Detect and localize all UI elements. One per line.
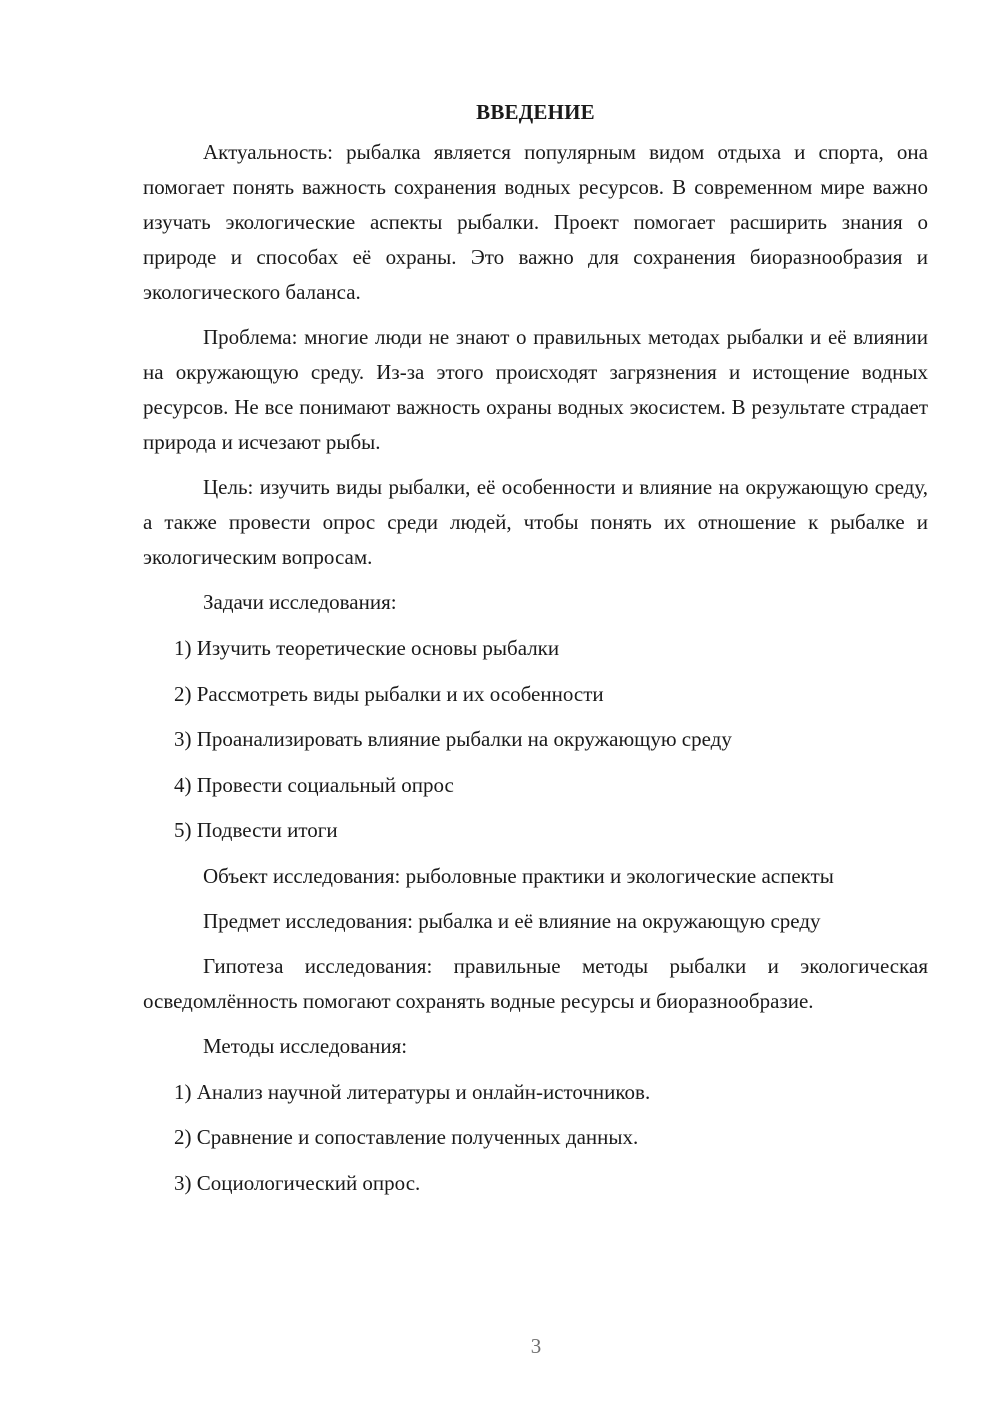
task-item: 3) Проанализировать влияние рыбалки на окружающую среду: [174, 727, 732, 751]
hypothesis-paragraph: Гипотеза исследования: правильные методы рыбалки и экологическая осведомлённость помогают сохранять водные ресурсы и биоразнообразие.: [143, 953, 928, 1013]
method-item: 1) Анализ научной литературы и онлайн-источников.: [174, 1079, 651, 1104]
method-item: 2) Сравнение и сопоставление полученных данных.: [174, 1125, 639, 1149]
task-item: 1) Изучить теоретические основы рыбалки: [174, 636, 560, 660]
tasks-list: [143, 631, 928, 848]
task-item: 4) Провести социальный опрос: [174, 772, 454, 797]
subject-paragraph: Предмет исследования: рыбалка и её влияние на окружающую среду: [203, 908, 821, 933]
task-item: 2) Рассмотреть виды рыбалки и их особенности: [174, 681, 604, 706]
method-item: 3) Социологический опрос.: [174, 1170, 421, 1195]
object-paragraph: Объект исследования: рыболовные практики и экологические аспекты: [203, 863, 834, 888]
methods-heading: Методы исследования:: [203, 1033, 408, 1058]
relevance-paragraph: Актуальность: рыбалка является популярным видом отдыха и спорта, она помогает понять важность сохранения водных ресурсов. В современном мире важно изучать экологические аспекты рыбалки. Проект помогает расширить знания о природе и способах её охраны. Это важно для сохранения биоразнообразия и экологического баланса.: [143, 140, 928, 304]
tasks-heading: Задачи исследования:: [203, 590, 397, 614]
page-number: 3: [530, 1334, 542, 1358]
task-item: 5) Подвести итоги: [174, 818, 338, 842]
goal-paragraph: Цель: изучить виды рыбалки, её особенности и влияние на окружающую среду, а также провести опрос среди людей, чтобы понять их отношение к рыбалке и экологическим вопросам.: [143, 475, 928, 569]
methods-list: [143, 1075, 928, 1201]
section-title: ВВЕДЕНИЕ: [476, 100, 595, 124]
document-body: [143, 95, 928, 1211]
problem-paragraph: Проблема: многие люди не знают о правильных методах рыбалки и её влиянии на окружающую среду. Из-за этого происходят загрязнения и истощение водных ресурсов. Не все понимают важность охраны водных экосистем. В результате страдает природа и исчезают рыбы.: [143, 325, 928, 454]
